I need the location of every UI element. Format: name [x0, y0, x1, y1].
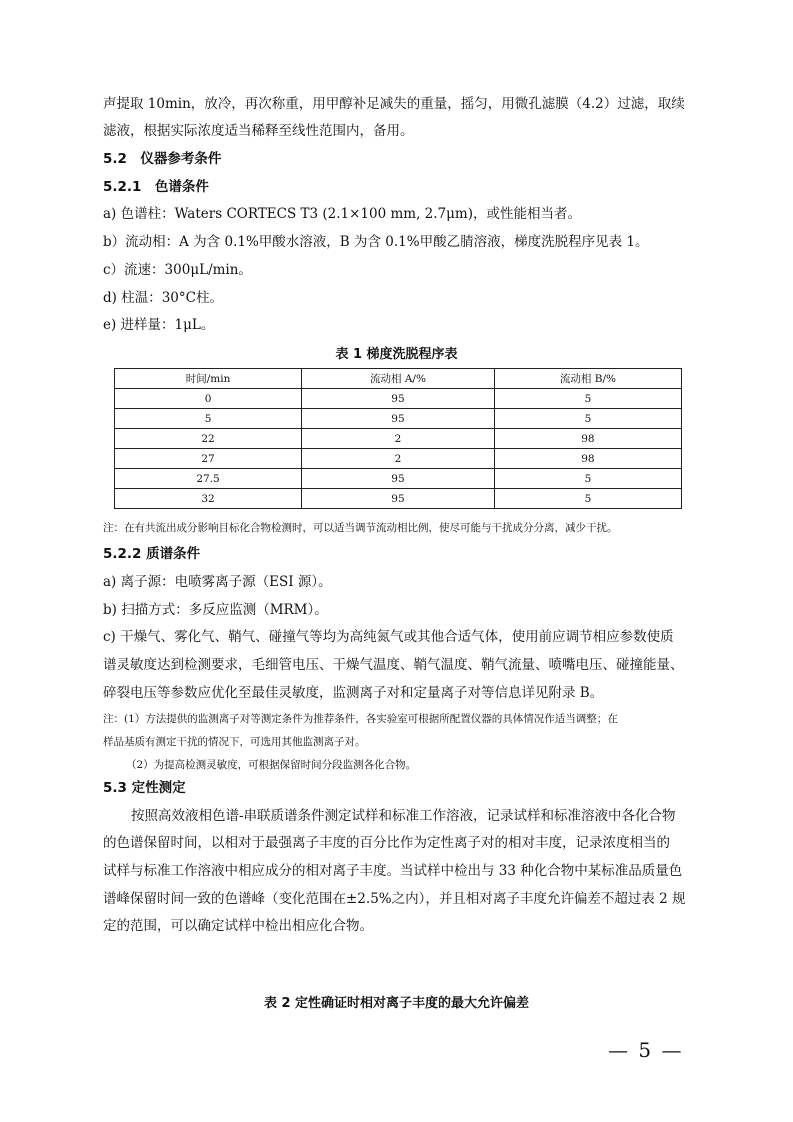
paragraph-line: c) 干燥气、雾化气、鞘气、碰撞气等均为高纯氮气或其他合适气体，使用前应调节相应参数使质 [103, 629, 674, 645]
table-row [115, 409, 682, 429]
paragraph-line: 按照高效液相色谱-串联质谱条件测定试样和标准工作溶液，记录试样和标准溶液中各化合物 [131, 808, 676, 824]
table-cell: 2 [302, 449, 495, 469]
table-cell: 0 [115, 389, 302, 409]
table-cell: 95 [302, 469, 495, 489]
ms-note: 注：(1）方法提供的监测离子对等测定条件为推荐条件，各实验室可根据所配置仪器的具体情况作适当调整；在 [103, 713, 618, 725]
paragraph-line: 谱灵敏度达到检测要求，毛细管电压、干燥气温度、鞘气温度、鞘气流量、喷嘴电压、碰撞能量、 [103, 657, 684, 673]
table2-caption: 表 2 定性确证时相对离子丰度的最大允许偏差 [263, 996, 530, 1011]
table-cell: 98 [494, 429, 681, 449]
list-item: e) 进样量：1μL。 [103, 317, 215, 333]
paragraph-line: 滤液，根据实际浓度适当稀释至线性范围内，备用。 [103, 123, 414, 139]
table-header-row [115, 369, 682, 389]
table-cell: 32 [115, 489, 302, 509]
table-cell: 95 [302, 489, 495, 509]
table-row [115, 449, 682, 469]
table-cell: 2 [302, 429, 495, 449]
section-heading-5-2-1: 5.2.1 色谱条件 [103, 179, 209, 195]
section-heading-5-2: 5.2 仪器参考条件 [103, 151, 222, 167]
table-cell: 95 [302, 389, 495, 409]
table-cell: 5 [494, 409, 681, 429]
table-cell: 22 [115, 429, 302, 449]
table1-note: 注：在有共流出成分影响目标化合物检测时，可以适当调节流动相比例，使尽可能与干扰成分分离，减少干扰。 [103, 522, 618, 534]
paragraph-line: 声提取 10min，放冷，再次称重，用甲醇补足减失的重量，摇匀，用微孔滤膜（4.2）过滤，取续 [103, 96, 685, 112]
table-cell: 27 [115, 449, 302, 469]
table-row [115, 389, 682, 409]
list-item: a) 离子源：电喷雾离子源（ESI 源）。 [103, 574, 332, 590]
paragraph-line: 定的范围，可以确定试样中检出相应化合物。 [103, 918, 373, 934]
list-item: a) 色谱柱：Waters CORTECS T3 (2.1×100 mm, 2.7μm)，或性能相当者。 [103, 206, 581, 222]
table-cell: 5 [494, 389, 681, 409]
table-row [115, 489, 682, 509]
table-cell: 5 [115, 409, 302, 429]
gradient-table [114, 368, 682, 509]
table-cell: 5 [494, 489, 681, 509]
list-item: b) 扫描方式：多反应监测（MRM）。 [103, 602, 328, 618]
table-cell: 27.5 [115, 469, 302, 489]
list-item: b）流动相：A 为含 0.1%甲酸水溶液，B 为含 0.1%甲酸乙腈溶液，梯度洗脱程序见表 1。 [103, 234, 649, 250]
page-number: — 5 — [608, 1038, 684, 1062]
ms-note: 样品基质有测定干扰的情况下，可选用其他监测离子对。 [103, 736, 366, 748]
list-item: d) 柱温：30°C柱。 [103, 290, 223, 306]
table-row [115, 469, 682, 489]
paragraph-line: 谱峰保留时间一致的色谱峰（变化范围在±2.5%之内），并且相对离子丰度允许偏差不超过表 2 规 [103, 891, 686, 907]
section-heading-5-3: 5.3 定性测定 [103, 780, 186, 796]
section-heading-5-2-2: 5.2.2 质谱条件 [103, 546, 201, 562]
table1-caption: 表 1 梯度洗脱程序表 [335, 347, 458, 362]
column-header: 流动相 B/% [494, 369, 681, 389]
paragraph-line: 碎裂电压等参数应优化至最佳灵敏度，监测离子对和定量离子对等信息详见附录 B。 [103, 685, 604, 701]
paragraph-line: 试样与标准工作溶液中相应成分的相对离子丰度。当试样中检出与 33 种化合物中某标准品质量色 [103, 863, 683, 879]
table-cell: 95 [302, 409, 495, 429]
table-cell: 5 [494, 469, 681, 489]
table-row [115, 429, 682, 449]
table-cell: 98 [494, 449, 681, 469]
column-header: 流动相 A/% [302, 369, 495, 389]
ms-note: （2）为提高检测灵敏度，可根据保留时间分段监测各化合物。 [126, 759, 417, 771]
column-header: 时间/min [115, 369, 302, 389]
paragraph-line: 的色谱保留时间，以相对于最强离子丰度的百分比作为定性离子对的相对丰度，记录浓度相当的 [103, 835, 670, 851]
list-item: c）流速：300μL/min。 [103, 262, 252, 278]
